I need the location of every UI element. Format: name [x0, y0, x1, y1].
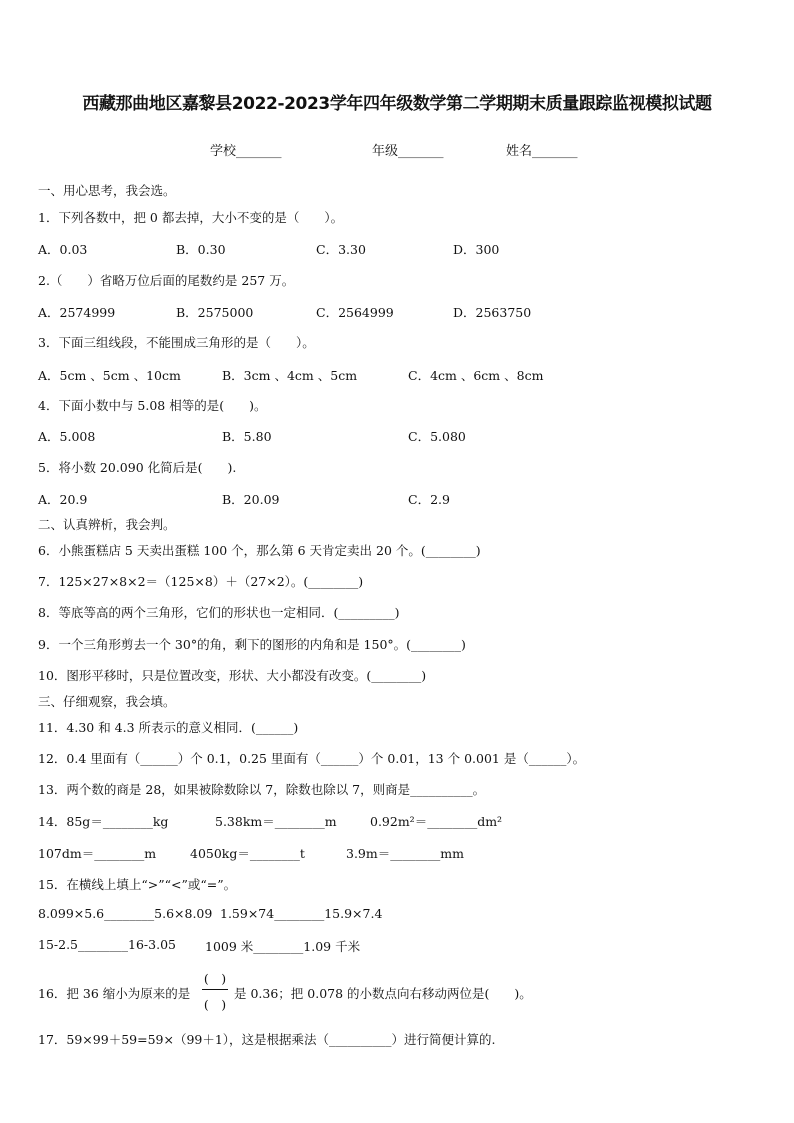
question-14-part-4: 107dm＝________m [38, 846, 157, 861]
q1-option-c: C．3.30 [316, 242, 366, 257]
q3-option-a: A．5cm 、5cm 、10cm [38, 368, 181, 383]
q5-option-a: A．20.9 [38, 492, 88, 507]
question-15-part-2: 1.59×74________15.9×7.4 [220, 906, 383, 921]
q2-option-b: B．2575000 [176, 305, 254, 320]
question-10: 10．图形平移时，只是位置改变，形状、大小都没有改变。(________) [38, 668, 427, 683]
q2-option-a: A．2574999 [38, 305, 116, 320]
q1-option-d: D．300 [453, 242, 500, 257]
question-1: 1．下列各数中，把 0 都去掉，大小不变的是（ ）。 [38, 210, 344, 225]
question-3: 3．下面三组线段，不能围成三角形的是（ ）。 [38, 335, 315, 350]
question-14-part-2: 5.38km＝________m [215, 814, 337, 829]
q1-option-a: A．0.03 [38, 242, 88, 257]
question-13: 13．两个数的商是 28，如果被除数除以 7，除数也除以 7，则商是__________。 [38, 782, 486, 797]
name-field: 姓名_______ [506, 144, 578, 159]
q16-blank-fraction [200, 965, 230, 1017]
question-14-part-5: 4050kg＝________t [190, 846, 305, 861]
fraction-numerator: ( ) [203, 971, 227, 986]
fraction-bar [202, 989, 228, 990]
question-5: 5．将小数 20.090 化简后是( ). [38, 460, 237, 475]
q2-option-d: D．2563750 [453, 305, 532, 320]
question-16-start: 16．把 36 缩小为原来的是 [38, 986, 191, 1001]
q4-option-c: C．5.080 [408, 429, 466, 444]
question-8: 8．等底等高的两个三角形，它们的形状也一定相同．(_________) [38, 605, 400, 620]
question-17: 17．59×99＋59=59×（99＋1），这是根据乘法（__________）进行简便计算的. [38, 1032, 496, 1047]
question-15: 15．在横线上填上“>”“<”或“=”。 [38, 877, 237, 892]
q3-option-c: C．4cm 、6cm 、8cm [408, 368, 544, 383]
question-7: 7．125×27×8×2＝（125×8）＋（27×2）。(________) [38, 574, 364, 589]
q2-option-c: C．2564999 [316, 305, 394, 320]
q1-option-b: B．0.30 [176, 242, 226, 257]
q3-option-b: B．3cm 、4cm 、5cm [222, 368, 358, 383]
question-14-part-6: 3.9m＝________mm [346, 846, 464, 861]
section-2-heading: 二、认真辨析，我会判。 [38, 517, 176, 532]
school-field: 学校_______ [210, 144, 282, 159]
question-15-part-1: 8.099×5.6________5.6×8.09 [38, 906, 213, 921]
question-14-part-1: 14．85g＝________kg [38, 814, 169, 829]
question-4: 4．下面小数中与 5.08 相等的是( )。 [38, 398, 267, 413]
section-1-heading: 一、用心思考，我会选。 [38, 183, 176, 198]
question-14-part-3: 0.92m²＝________dm² [370, 814, 503, 829]
question-9: 9．一个三角形剪去一个 30°的角，剩下的图形的内角和是 150°。(________) [38, 637, 466, 652]
fraction-denominator: ( ) [203, 997, 227, 1012]
question-12: 12．0.4 里面有（______）个 0.1，0.25 里面有（______）个 0.01，13 个 0.001 是（______）。 [38, 751, 586, 766]
question-16-end: 是 0.36；把 0.078 的小数点向右移动两位是( )。 [234, 986, 532, 1001]
question-15-part-4: 1009 米________1.09 千米 [205, 939, 361, 954]
q5-option-b: B．20.09 [222, 492, 280, 507]
question-15-part-3: 15-2.5________16-3.05 [38, 937, 176, 952]
section-3-heading: 三、仔细观察，我会填。 [38, 694, 176, 709]
question-11: 11．4.30 和 4.3 所表示的意义相同．(______) [38, 720, 299, 735]
page-title: 西藏那曲地区嘉黎县2022-2023学年四年级数学第二学期期末质量跟踪监视模拟试题 [82, 94, 712, 114]
grade-field: 年级_______ [372, 144, 444, 159]
q4-option-b: B．5.80 [222, 429, 272, 444]
question-2: 2.（ ）省略万位后面的尾数约是 257 万。 [38, 273, 295, 288]
question-6: 6．小熊蛋糕店 5 天卖出蛋糕 100 个，那么第 6 天肯定卖出 20 个。(________) [38, 543, 481, 558]
q4-option-a: A．5.008 [38, 429, 96, 444]
q5-option-c: C．2.9 [408, 492, 450, 507]
